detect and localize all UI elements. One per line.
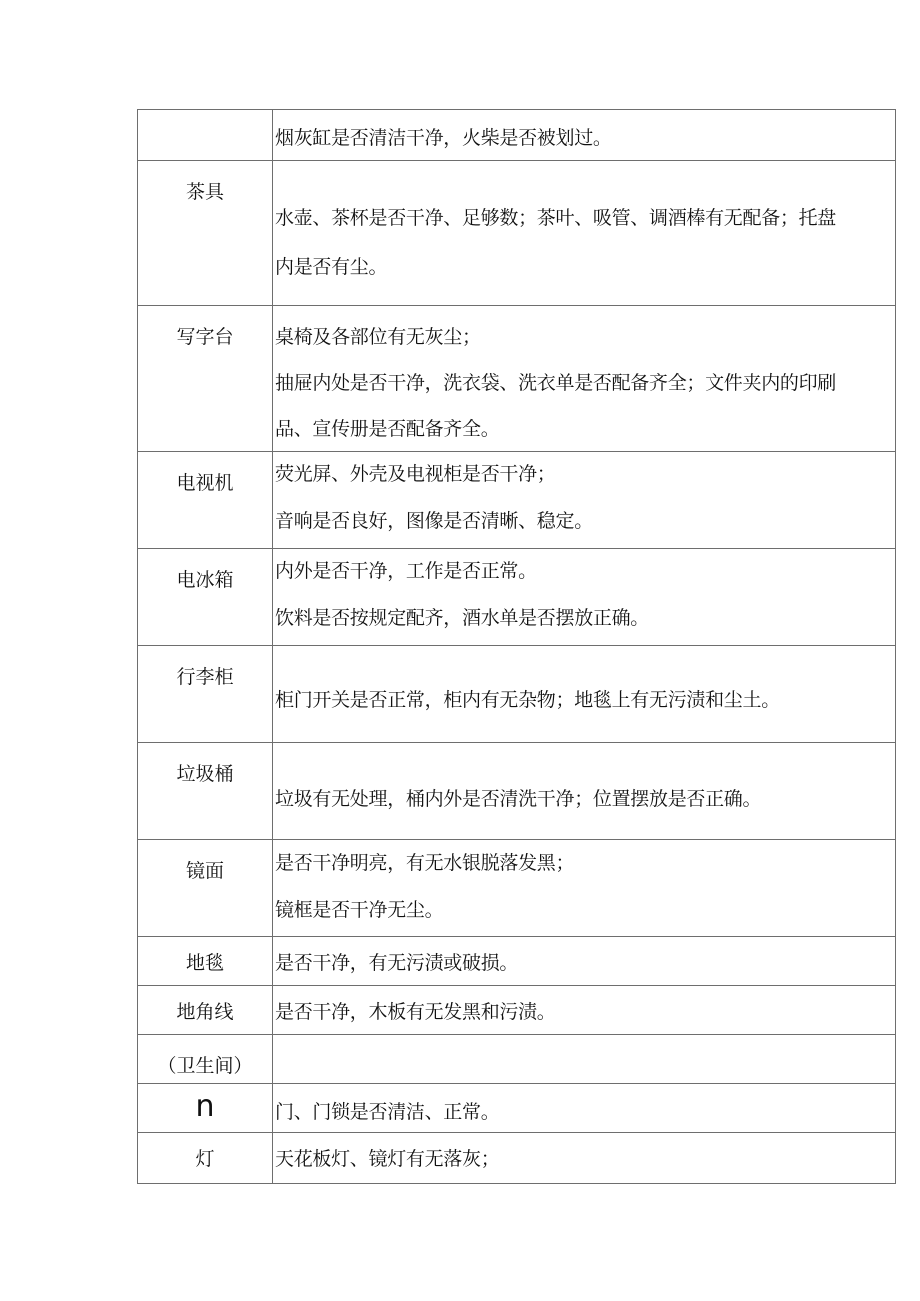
- item-label: 垃圾桶: [176, 763, 234, 785]
- item-label: 地角线: [176, 1001, 234, 1023]
- description-line: 荧光屏、外壳及电视柜是否干净；: [275, 463, 556, 485]
- table-row: [138, 986, 896, 1035]
- item-cell: [138, 549, 273, 646]
- description-cell: [273, 1084, 896, 1133]
- description-line: 柜门开关是否正常，柜内有无杂物；地毯上有无污渍和尘土。: [275, 689, 780, 711]
- item-cell: [138, 986, 273, 1035]
- item-label: 写字台: [176, 326, 234, 348]
- item-cell: [138, 937, 273, 986]
- item-cell: [138, 646, 273, 743]
- item-cell: [138, 1035, 273, 1084]
- description-line: 抽屉内处是否干净，洗衣袋、洗衣单是否配备齐全；文件夹内的印刷: [275, 372, 837, 394]
- description-cell: [273, 452, 896, 549]
- table-row: [138, 1035, 896, 1084]
- table-row: [138, 1133, 896, 1184]
- description-line: 品、宣传册是否配备齐全。: [275, 418, 500, 440]
- description-cell: [273, 937, 896, 986]
- description-cell: [273, 646, 896, 743]
- table-row: [138, 646, 896, 743]
- item-cell: [138, 452, 273, 549]
- table-row: [138, 306, 896, 452]
- item-cell: [138, 161, 273, 306]
- item-cell: [138, 1084, 273, 1133]
- item-cell: [138, 840, 273, 937]
- item-label: 地毯: [185, 952, 224, 974]
- description-line: 烟灰缸是否清洁干净，火柴是否被划过。: [275, 127, 612, 149]
- table-row: [138, 840, 896, 937]
- table-row: [138, 110, 896, 161]
- description-cell: [273, 306, 896, 452]
- item-cell: [138, 110, 273, 161]
- description-cell: [273, 1035, 896, 1084]
- description-line: 是否干净明亮，有无水银脱落发黑；: [275, 852, 575, 874]
- description-cell: [273, 1133, 896, 1184]
- description-cell: [273, 161, 896, 306]
- description-cell: [273, 986, 896, 1035]
- description-line: 垃圾有无处理，桶内外是否清洗干净；位置摆放是否正确。: [275, 788, 762, 810]
- table-row: [138, 743, 896, 840]
- description-line: 是否干净，有无污渍或破损。: [275, 952, 519, 974]
- description-line: 内是否有尘。: [275, 256, 388, 278]
- table-row: [138, 161, 896, 306]
- item-label: 镜面: [185, 860, 224, 882]
- table-row: [138, 1084, 896, 1133]
- description-line: 饮料是否按规定配齐，酒水单是否摆放正确。: [275, 607, 650, 629]
- description-cell: [273, 743, 896, 840]
- table-row: [138, 937, 896, 986]
- description-line: 音响是否良好，图像是否清晰、稳定。: [275, 510, 593, 532]
- description-line: 桌椅及各部位有无灰尘；: [275, 326, 481, 348]
- description-line: 内外是否干净，工作是否正常。: [275, 560, 537, 582]
- description-line: 门、门锁是否清洁、正常。: [275, 1101, 500, 1123]
- description-cell: [273, 110, 896, 161]
- description-cell: [273, 840, 896, 937]
- item-label: 茶具: [185, 181, 224, 203]
- item-label: n: [195, 1089, 215, 1124]
- inspection-table: [137, 109, 896, 1184]
- description-line: 镜框是否干净无尘。: [275, 899, 444, 921]
- description-line: 水壶、茶杯是否干净、足够数；茶叶、吸管、调酒棒有无配备；托盘: [275, 207, 837, 229]
- description-line: 天花板灯、镜灯有无落灰；: [275, 1148, 500, 1170]
- table-row: [138, 452, 896, 549]
- item-label: 行李柜: [176, 666, 234, 688]
- item-cell: [138, 743, 273, 840]
- table-row: [138, 549, 896, 646]
- description-cell: [273, 549, 896, 646]
- item-label: 电视机: [176, 472, 234, 494]
- description-line: 是否干净，木板有无发黑和污渍。: [275, 1001, 556, 1023]
- item-cell: [138, 1133, 273, 1184]
- item-label: （卫生间）: [157, 1055, 253, 1077]
- item-cell: [138, 306, 273, 452]
- item-label: 灯: [195, 1148, 215, 1170]
- item-label: 电冰箱: [176, 569, 234, 591]
